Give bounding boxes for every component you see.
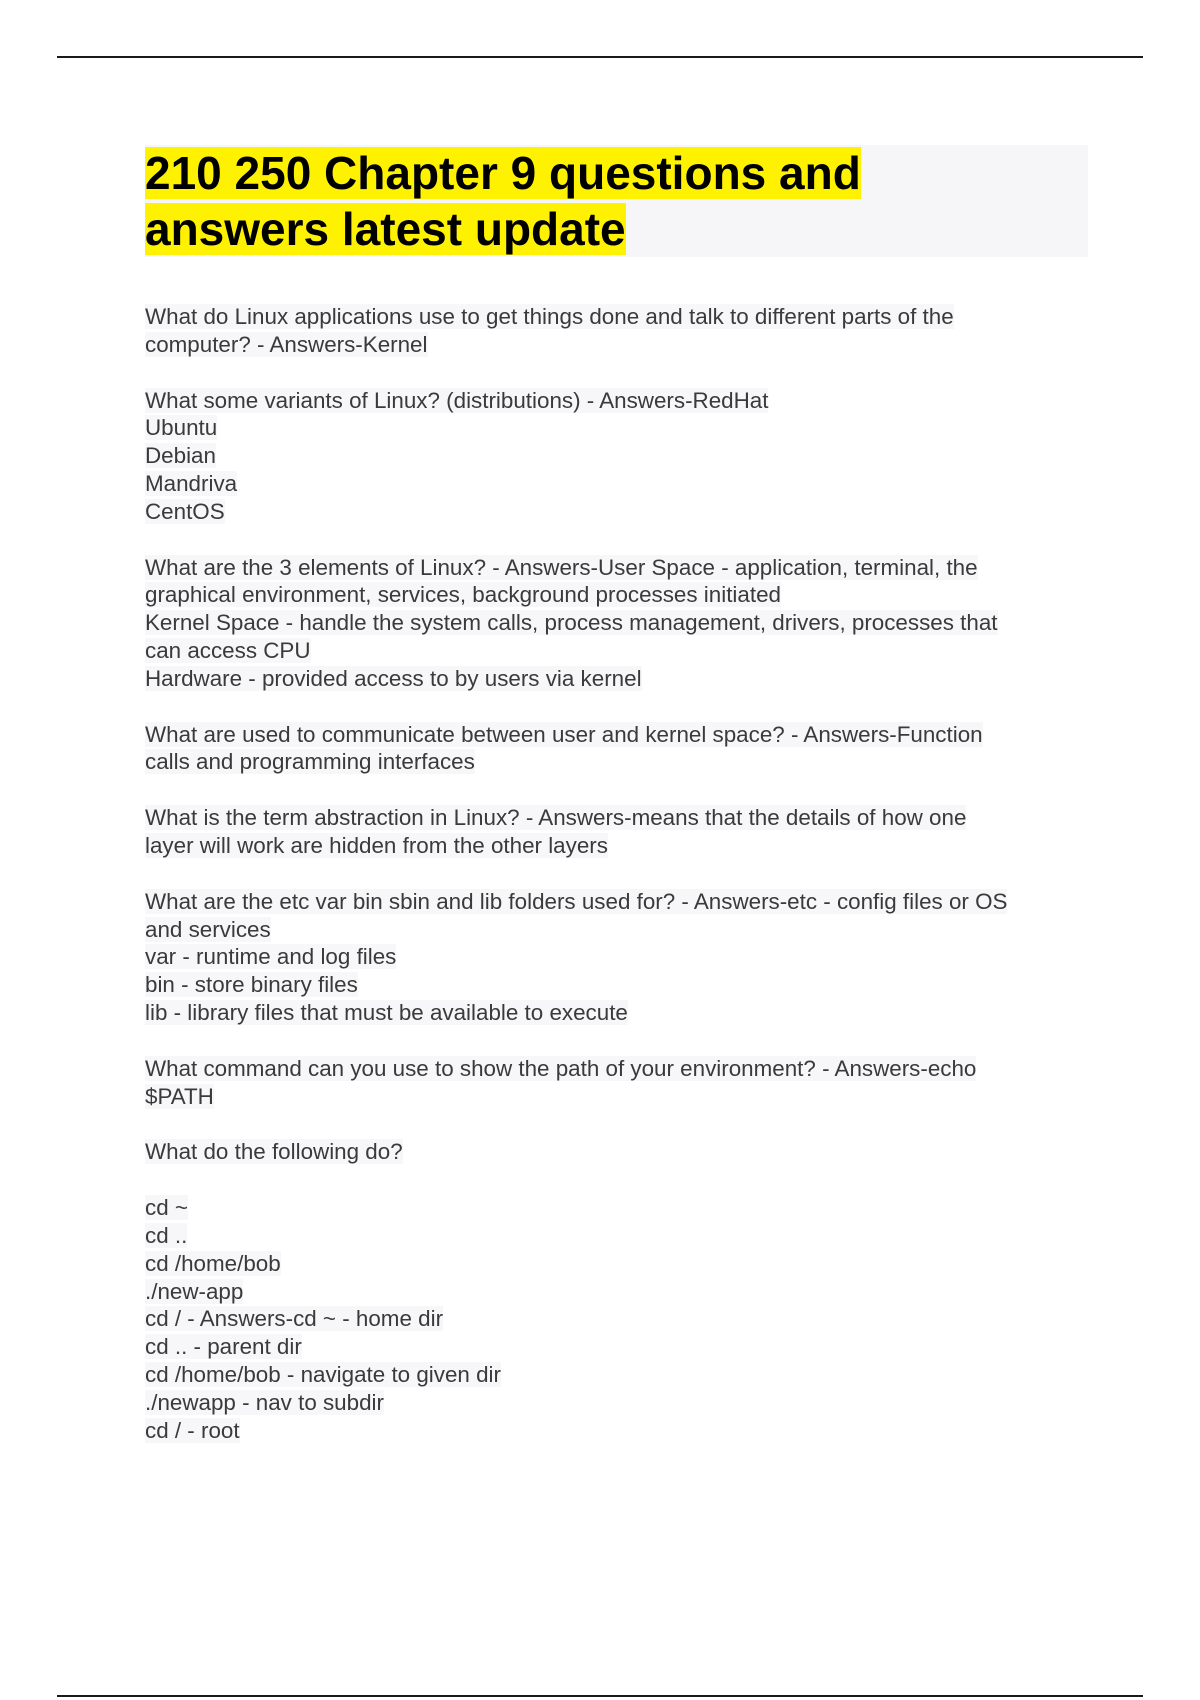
text-line (145, 1305, 1095, 1333)
text-line (145, 1138, 1095, 1166)
text-line-content: What do Linux applications use to get things done and talk to different parts of the (145, 304, 954, 329)
text-line (145, 748, 1095, 776)
qa-entry (145, 1194, 1095, 1444)
text-line-content: What some variants of Linux? (distributions) - Answers-RedHat (145, 387, 769, 413)
text-line (145, 581, 1095, 609)
text-line (145, 999, 1095, 1027)
text-line (145, 470, 1095, 498)
text-line (145, 1055, 1095, 1083)
text-line (145, 1278, 1095, 1306)
text-line (145, 554, 1095, 582)
text-line (145, 414, 1095, 442)
text-line-content: can access CPU (145, 637, 311, 663)
text-line-content: What command can you use to show the path of your environment? - Answers-echo (145, 1055, 977, 1081)
text-line-content: What are used to communicate between user and kernel space? - Answers-Function (145, 721, 983, 747)
text-line-content: cd / - Answers-cd ~ - home dir (145, 1306, 444, 1332)
text-line-content: What do the following do? (145, 1139, 403, 1165)
text-line (145, 1417, 1095, 1445)
qa-entry (145, 721, 1095, 777)
top-rule (57, 56, 1143, 58)
text-line-content: Kernel Space - handle the system calls, process management, drivers, processes that (145, 610, 998, 636)
text-line (145, 498, 1095, 526)
qa-entry (145, 888, 1095, 1027)
title-line-2: answers latest update (145, 203, 626, 255)
text-line-content: CentOS (145, 498, 225, 524)
text-line (145, 888, 1095, 916)
text-line (145, 804, 1095, 832)
text-line-content: cd /home/bob - navigate to given dir (145, 1361, 501, 1387)
text-line (145, 1083, 1095, 1111)
text-line-content: calls and programming interfaces (145, 749, 475, 775)
text-line-content: bin - store binary files (145, 972, 358, 998)
text-line-content: Debian (145, 443, 216, 469)
document-title (145, 145, 1088, 257)
text-line (145, 832, 1095, 860)
text-line-content: cd .. - parent dir (145, 1334, 302, 1360)
text-line-content: cd /home/bob (145, 1250, 281, 1276)
text-line-content: What are the etc var bin sbin and lib folders used for? - Answers-etc - config files or OS (145, 888, 1008, 914)
text-line (145, 943, 1095, 971)
bottom-rule (57, 1695, 1143, 1697)
text-line (145, 331, 1095, 359)
text-line (145, 665, 1095, 693)
text-line-content: computer? - Answers-Kernel (145, 331, 428, 357)
text-line (145, 1250, 1095, 1278)
title-block (145, 145, 1088, 257)
text-line-content: Ubuntu (145, 415, 218, 441)
text-line (145, 387, 1095, 415)
qa-entry (145, 804, 1095, 860)
text-line (145, 971, 1095, 999)
text-line (145, 1194, 1095, 1222)
text-line-content: cd ~ (145, 1195, 188, 1221)
text-line (145, 609, 1095, 637)
text-line-content: Mandriva (145, 470, 238, 496)
text-line (145, 637, 1095, 665)
text-line-content: Hardware - provided access to by users via kernel (145, 665, 642, 691)
text-line (145, 1222, 1095, 1250)
text-line-content: cd .. (145, 1222, 188, 1248)
text-line-content: cd / - root (145, 1417, 240, 1443)
text-line-content: What is the term abstraction in Linux? - Answers-means that the details of how one (145, 805, 967, 831)
qa-entry (145, 303, 1095, 359)
title-line-1: 210 250 Chapter 9 questions and (145, 147, 861, 199)
text-line-content: $PATH (145, 1083, 214, 1109)
qa-entry (145, 554, 1095, 693)
qa-entry (145, 1055, 1095, 1111)
text-line-content: ./new-app (145, 1278, 244, 1304)
text-line-content: and services (145, 916, 271, 942)
text-line-content: lib - library files that must be available to execute (145, 999, 628, 1025)
text-line (145, 442, 1095, 470)
text-line-content: What are the 3 elements of Linux? - Answers-User Space - application, terminal, the (145, 554, 978, 580)
text-line-content: graphical environment, services, background processes initiated (145, 582, 781, 608)
text-line (145, 916, 1095, 944)
text-line-content: layer will work are hidden from the other layers (145, 832, 608, 858)
document-body (145, 303, 1095, 1472)
text-line-content: ./newapp - nav to subdir (145, 1389, 384, 1415)
text-line (145, 303, 1095, 331)
text-line (145, 1333, 1095, 1361)
text-line (145, 1361, 1095, 1389)
text-line (145, 1389, 1095, 1417)
qa-entry (145, 387, 1095, 526)
text-line-content: var - runtime and log files (145, 944, 397, 970)
qa-entry (145, 1138, 1095, 1166)
text-line (145, 721, 1095, 749)
